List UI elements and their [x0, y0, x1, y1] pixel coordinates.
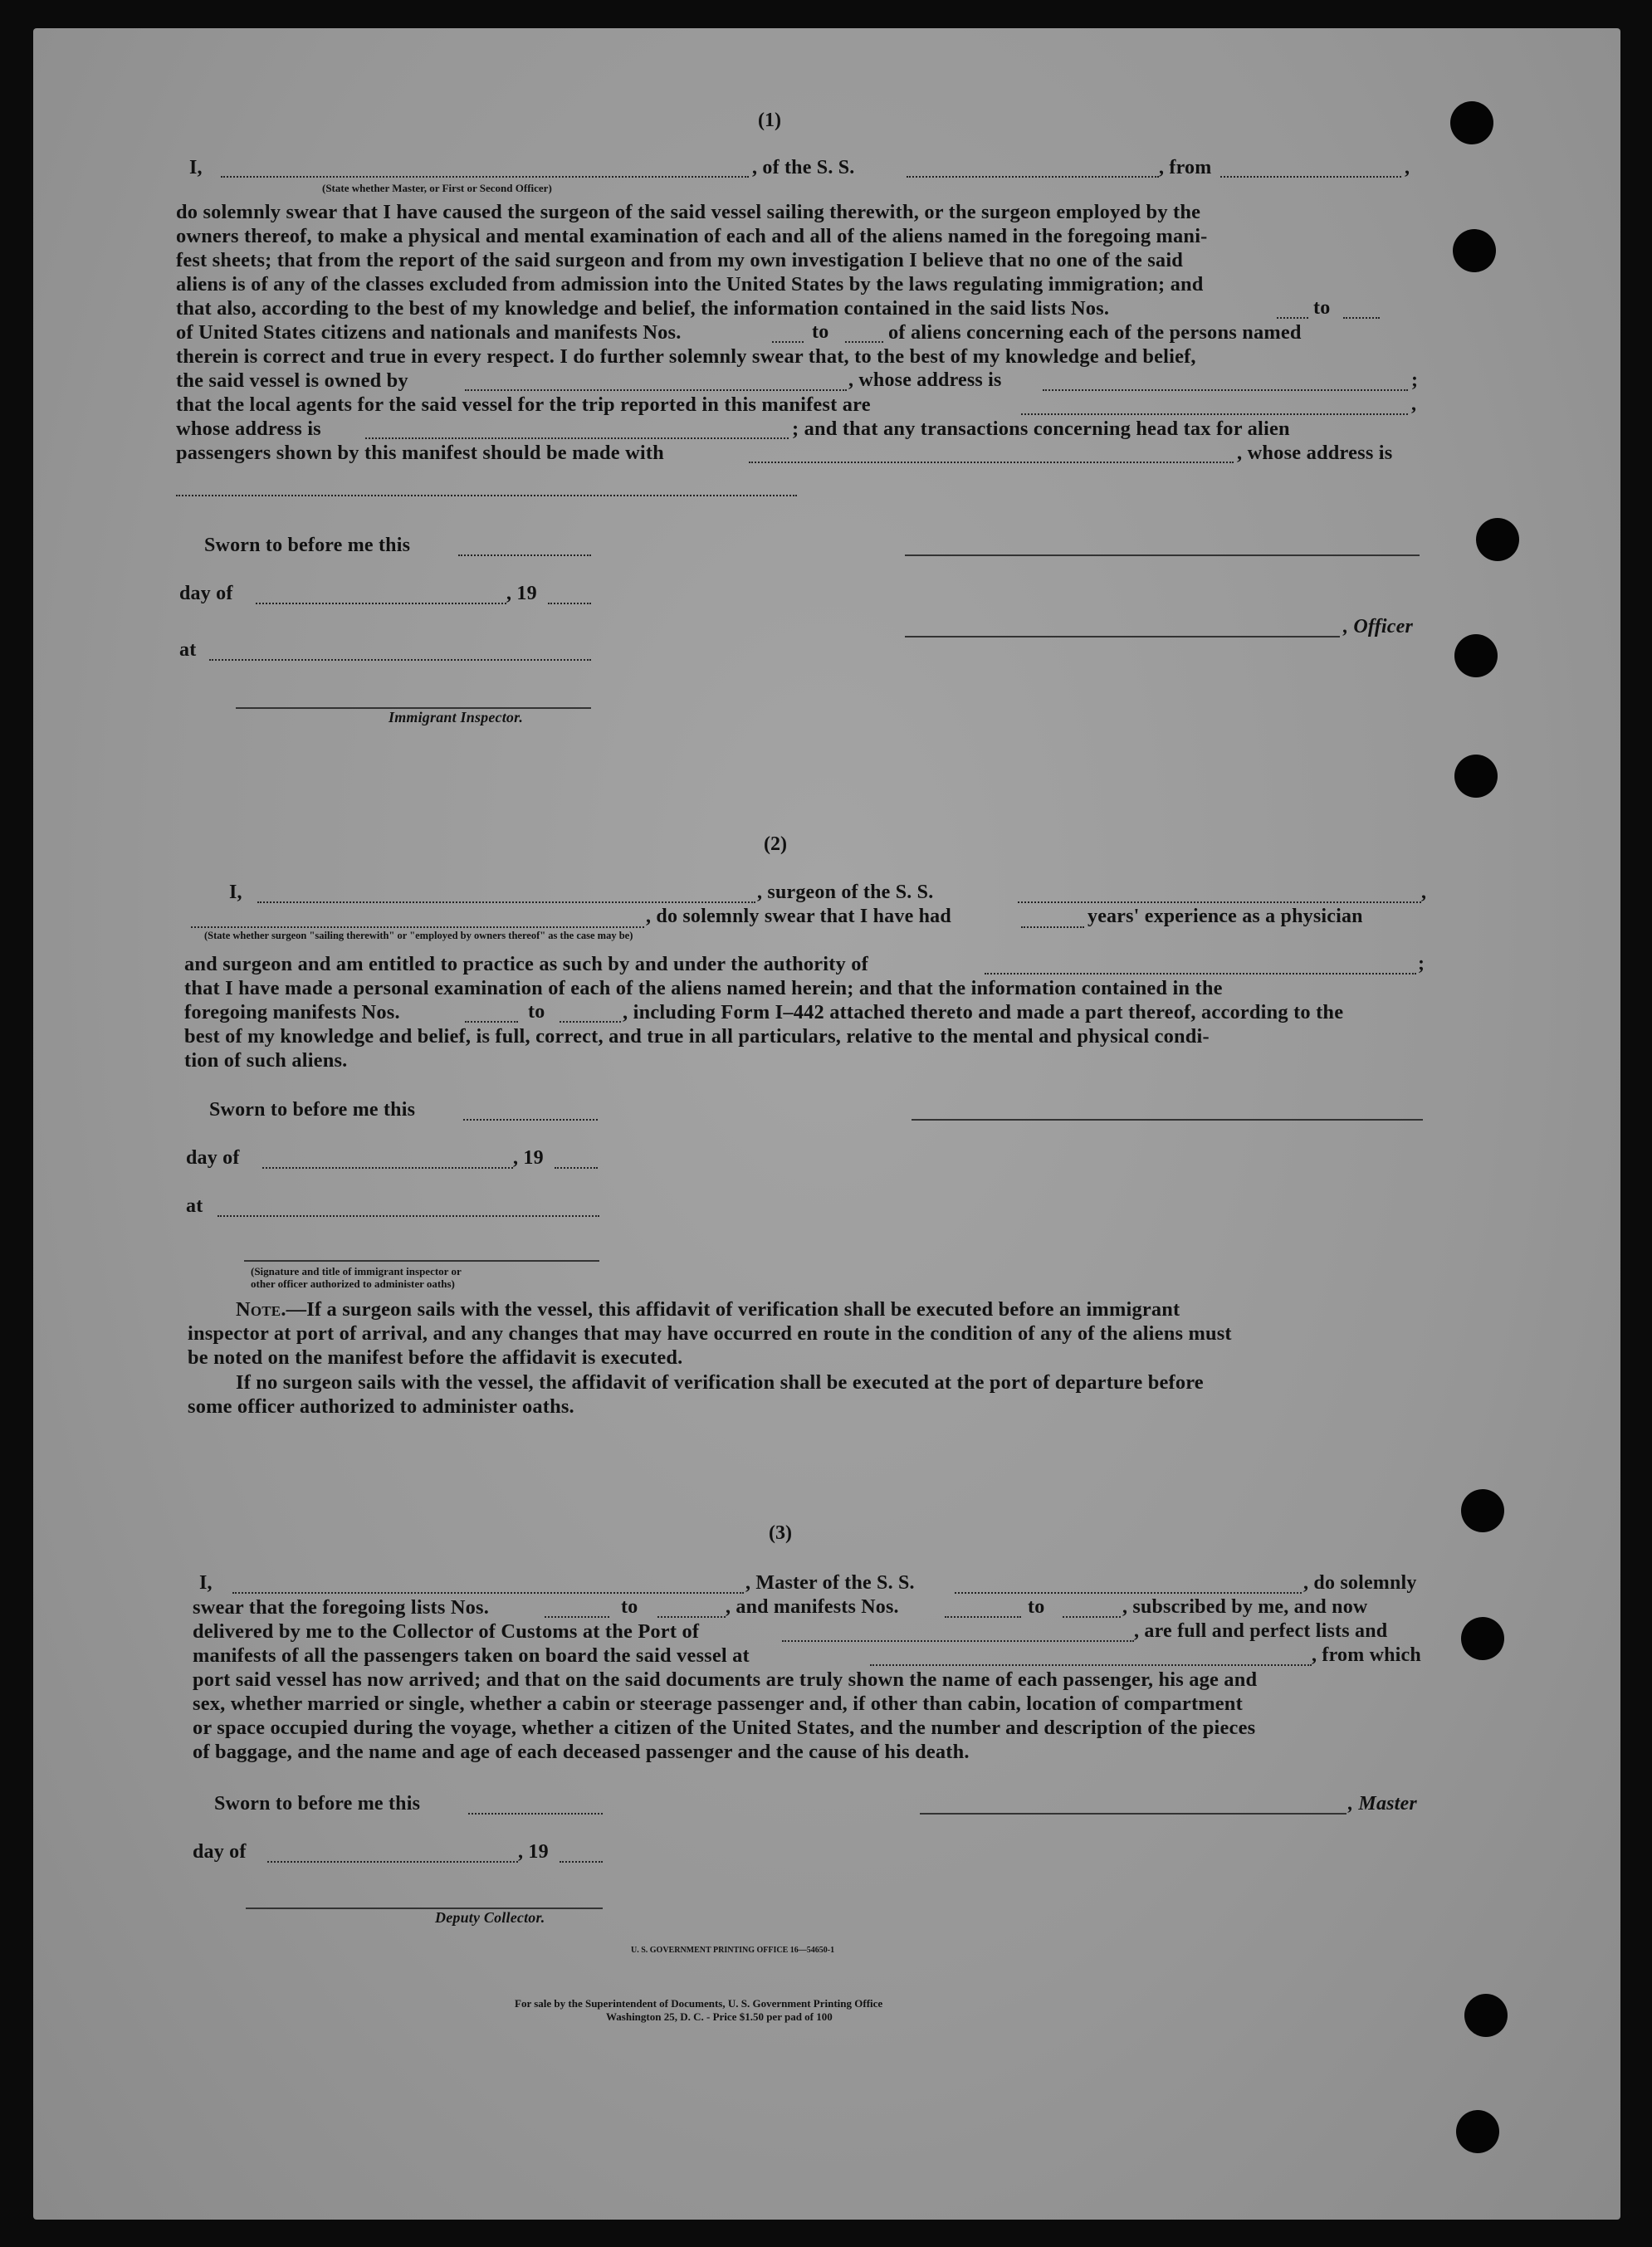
binder-hole	[1454, 634, 1498, 677]
port-blank	[782, 1640, 1134, 1642]
s3-para-0: port said vessel has now arrived; and that on the said documents are truly shown the name of each passenger, his age and	[193, 1668, 1258, 1691]
s2-para-3: best of my knowledge and belief, is full, correct, and true in all particulars, relative to the mental and physical condi-	[184, 1025, 1210, 1048]
s2-vessel-blank	[1018, 901, 1421, 903]
binder-hole	[1464, 1994, 1508, 2037]
gpo-imprint: U. S. GOVERNMENT PRINTING OFFICE 16—54650-1	[631, 1946, 835, 1955]
binder-hole	[1461, 1489, 1504, 1532]
s1-para-5: of United States citizens and nationals and manifests Nos.	[176, 321, 682, 344]
s2-para-1: that I have made a personal examination of each of the aliens named herein; and that the information contained in the	[184, 977, 1223, 999]
s1-para-4: that also, according to the best of my knowledge and belief, the information contained in the said lists Nos.	[176, 297, 1110, 320]
section-3-number: (3)	[769, 1522, 792, 1544]
s1-of-ss: , of the S. S.	[752, 157, 855, 178]
s1-i: I,	[189, 157, 203, 178]
s2-para-2: foregoing manifests Nos.	[184, 1001, 400, 1023]
s3-line-4: manifests of all the passengers taken on board the said vessel at	[193, 1644, 750, 1667]
s1-para-3: aliens is of any of the classes excluded from admission into the United States by the laws regulating immigration; and	[176, 273, 1204, 296]
s2-at: at	[186, 1195, 203, 1217]
s3-sworn: Sworn to before me this	[214, 1793, 421, 1815]
note-line-2: be noted on the manifest before the affidavit is executed.	[188, 1346, 683, 1369]
s3-day-of: day of	[193, 1841, 247, 1863]
s1-at: at	[179, 639, 197, 661]
binder-hole	[1450, 101, 1493, 144]
s1-para-0: do solemnly swear that I have caused the surgeon of the said vessel sailing therewith, or the surgeon employed by the	[176, 201, 1201, 223]
binder-hole	[1453, 229, 1496, 272]
s1-para-6: therein is correct and true in every respect. I do further solemnly swear that, to the best of my knowledge and belief,	[176, 345, 1196, 368]
note-line-0: Note.—If a surgeon sails with the vessel, this affidavit of verification shall be executed before an immigrant	[236, 1298, 1180, 1321]
master-label: , Master	[1348, 1793, 1417, 1815]
s1-para-1: owners thereof, to make a physical and mental examination of each and all of the aliens named in the foregoing mani-	[176, 225, 1208, 247]
section-1-number: (1)	[758, 110, 781, 131]
s1-para-10: passengers shown by this manifest should be made with	[176, 442, 664, 464]
master-name-blank	[232, 1592, 744, 1594]
from-port-blank	[1220, 176, 1401, 178]
note-line-1: inspector at port of arrival, and any changes that may have occurred en route in the condition of any of the aliens must	[188, 1322, 1232, 1345]
embark-port-blank	[870, 1664, 1312, 1666]
s1-para-2: fest sheets; that from the report of the said surgeon and from my own investigation I believe that no one of the said	[176, 249, 1184, 271]
vessel-name-blank	[907, 176, 1159, 178]
s1-para-9: whose address is	[176, 418, 321, 440]
s1-para-7: the said vessel is owned by	[176, 369, 408, 392]
section-2-number: (2)	[764, 833, 787, 855]
officer-note: (State whether Master, or First or Second Officer)	[322, 182, 552, 194]
years-blank	[1021, 926, 1084, 928]
s3-line-2: swear that the foregoing lists Nos.	[193, 1596, 490, 1619]
surgeon-note: (State whether surgeon "sailing therewith" or "employed by owners thereof" as the case may be)	[204, 930, 633, 941]
deputy-signature-line	[246, 1908, 603, 1909]
note-line-4: some officer authorized to administer oaths.	[188, 1395, 574, 1418]
s1-day-of: day of	[179, 583, 233, 604]
binder-hole	[1456, 2110, 1499, 2153]
officer-signature-line	[905, 554, 1420, 556]
sale-notice-2: Washington 25, D. C. - Price $1.50 per pad of 100	[606, 2010, 833, 2023]
binder-hole	[1476, 518, 1519, 561]
s3-para-3: of baggage, and the name and age of each deceased passenger and the cause of his death.	[193, 1741, 970, 1763]
s1-from: , from	[1159, 157, 1212, 178]
deputy-label: Deputy Collector.	[435, 1909, 545, 1926]
s2-para-4: tion of such aliens.	[184, 1049, 348, 1072]
s3-para-2: or space occupied during the voyage, whether a citizen of the United States, and the number and description of the pieces	[193, 1717, 1256, 1739]
s2-i: I,	[229, 882, 242, 903]
surgeon-name-blank	[257, 901, 755, 903]
s3-vessel-blank	[955, 1592, 1302, 1594]
s2-sworn: Sworn to before me this	[209, 1099, 416, 1121]
s2-para-0: and surgeon and am entitled to practice as such by and under the authority of	[184, 953, 868, 975]
s3-line-3: delivered by me to the Collector of Customs at the Port of	[193, 1620, 700, 1643]
binder-hole	[1461, 1617, 1504, 1660]
officer-name-blank	[221, 176, 749, 178]
inspector-label: Immigrant Inspector.	[389, 709, 524, 725]
s3-i: I,	[199, 1572, 213, 1594]
authority-blank	[985, 973, 1416, 975]
owner-blank	[465, 389, 847, 391]
head-tax-blank	[749, 462, 1234, 463]
s3-para-1: sex, whether married or single, whether a cabin or steerage passenger and, if other than cabin, location of compartment	[193, 1693, 1243, 1715]
s2-day-of: day of	[186, 1147, 240, 1169]
note-line-3: If no surgeon sails with the vessel, the affidavit of verification shall be executed at the port of departure before	[236, 1371, 1204, 1394]
agents-blank	[1021, 413, 1408, 415]
s1-sworn: Sworn to before me this	[204, 535, 411, 556]
binder-hole	[1454, 755, 1498, 798]
sale-notice-1: For sale by the Superintendent of Documents, U. S. Government Printing Office	[515, 1997, 883, 2010]
surgeon-signature-line	[912, 1119, 1423, 1121]
master-signature-line	[920, 1813, 1347, 1815]
manifest-back-page: (1) I, , of the S. S. , from , (State whether Master, or First or Second Officer) do solemnly swear that I have caused the surgeon of the said vessel sailing therewith, or the surgeon employed by the owners thereof, to make a physical and mental examination of each and all of the aliens named in the foregoing mani- fest sheets; that from the report of the said surgeon and from my own investigation I believe that no one of the said aliens is of any of the classes excluded from admission into the United States by the laws regulating immigration; and that also, according to the best of my knowledge and belief, the information contained in the said lists Nos. to of United States citizens and nationals and manifests Nos. to of aliens concerning each of the persons named therein is correct and true in every respect. I do further solemnly swear that, to the best of my knowledge and belief, the said vessel is owned by , whose address is ; that the local agents for the said vessel for the trip reported in this manifest are , whose address is ; and that any transactions concerning head tax for alien passengers shown by this manifest should be made with , whose address is Sworn to before me this day of , 19 , Officer at Immigrant Inspector. (2) I, , surgeon of the S. S. , , do solemnly swear that I have had years' experience as a physician (State whether surgeon "sailing therewith" or "employed by owners thereof" as the case may be) and surgeon and am entitled to practice as such by and under the authority of ; that I have made a personal examination of each of the aliens named herein; and that the information contained in the foregoing manifests Nos. to , including Form I–442 attached thereto and made a part thereof, according to the best of my knowledge and belief, is full, correct, and true in all particulars, relative to the mental and physical condi- tion of such aliens. Sworn to before me this day of , 19 at (Signature and title of immigrant inspector or other officer authorized to administer oaths) Note.—If a surgeon sails with the vessel, this affidavit of verification shall be executed before an immigrant inspector at port of arrival, and any changes that may have occurred en route in the condition of any of the aliens must be noted on the manifest before the affidavit is executed. If no surgeon sails with the vessel, the affidavit of verification shall be executed at the port of departure before some officer authorized to administer oaths. (3) I, , Master of the S. S. , do solemnly swear that the foregoing lists Nos. to , and manifests Nos. to , subscribed by me, and now delivered by me to the Collector of Customs at the Port of , are full and perfect lists and manifests of all the passengers taken on board the said vessel at , from which port said vessel has now arrived; and that on the said documents are truly shown the name of each passenger, his age and sex, whether married or single, whether a cabin or steerage passenger and, if other than cabin, location of compartment or space occupied during the voyage, whether a citizen of the United States, and the number and description of the pieces of baggage, and the name and age of each deceased passenger and the cause of his death. Sworn to before me this , Master day of , 19 Deputy Collector. U. S. GOVERNMENT PRINTING OFFICE 16—54650-1 For sale by the Superintendent of Documents, U. S. Government Printing Office Washington 25, D. C. - Price $1.50 per pad of 100	[33, 28, 1620, 2220]
agents-address-blank	[365, 437, 789, 439]
officer-label: , Officer	[1343, 616, 1413, 637]
owner-address-blank	[1043, 389, 1408, 391]
s1-para-8: that the local agents for the said vessel for the trip reported in this manifest are	[176, 393, 871, 416]
